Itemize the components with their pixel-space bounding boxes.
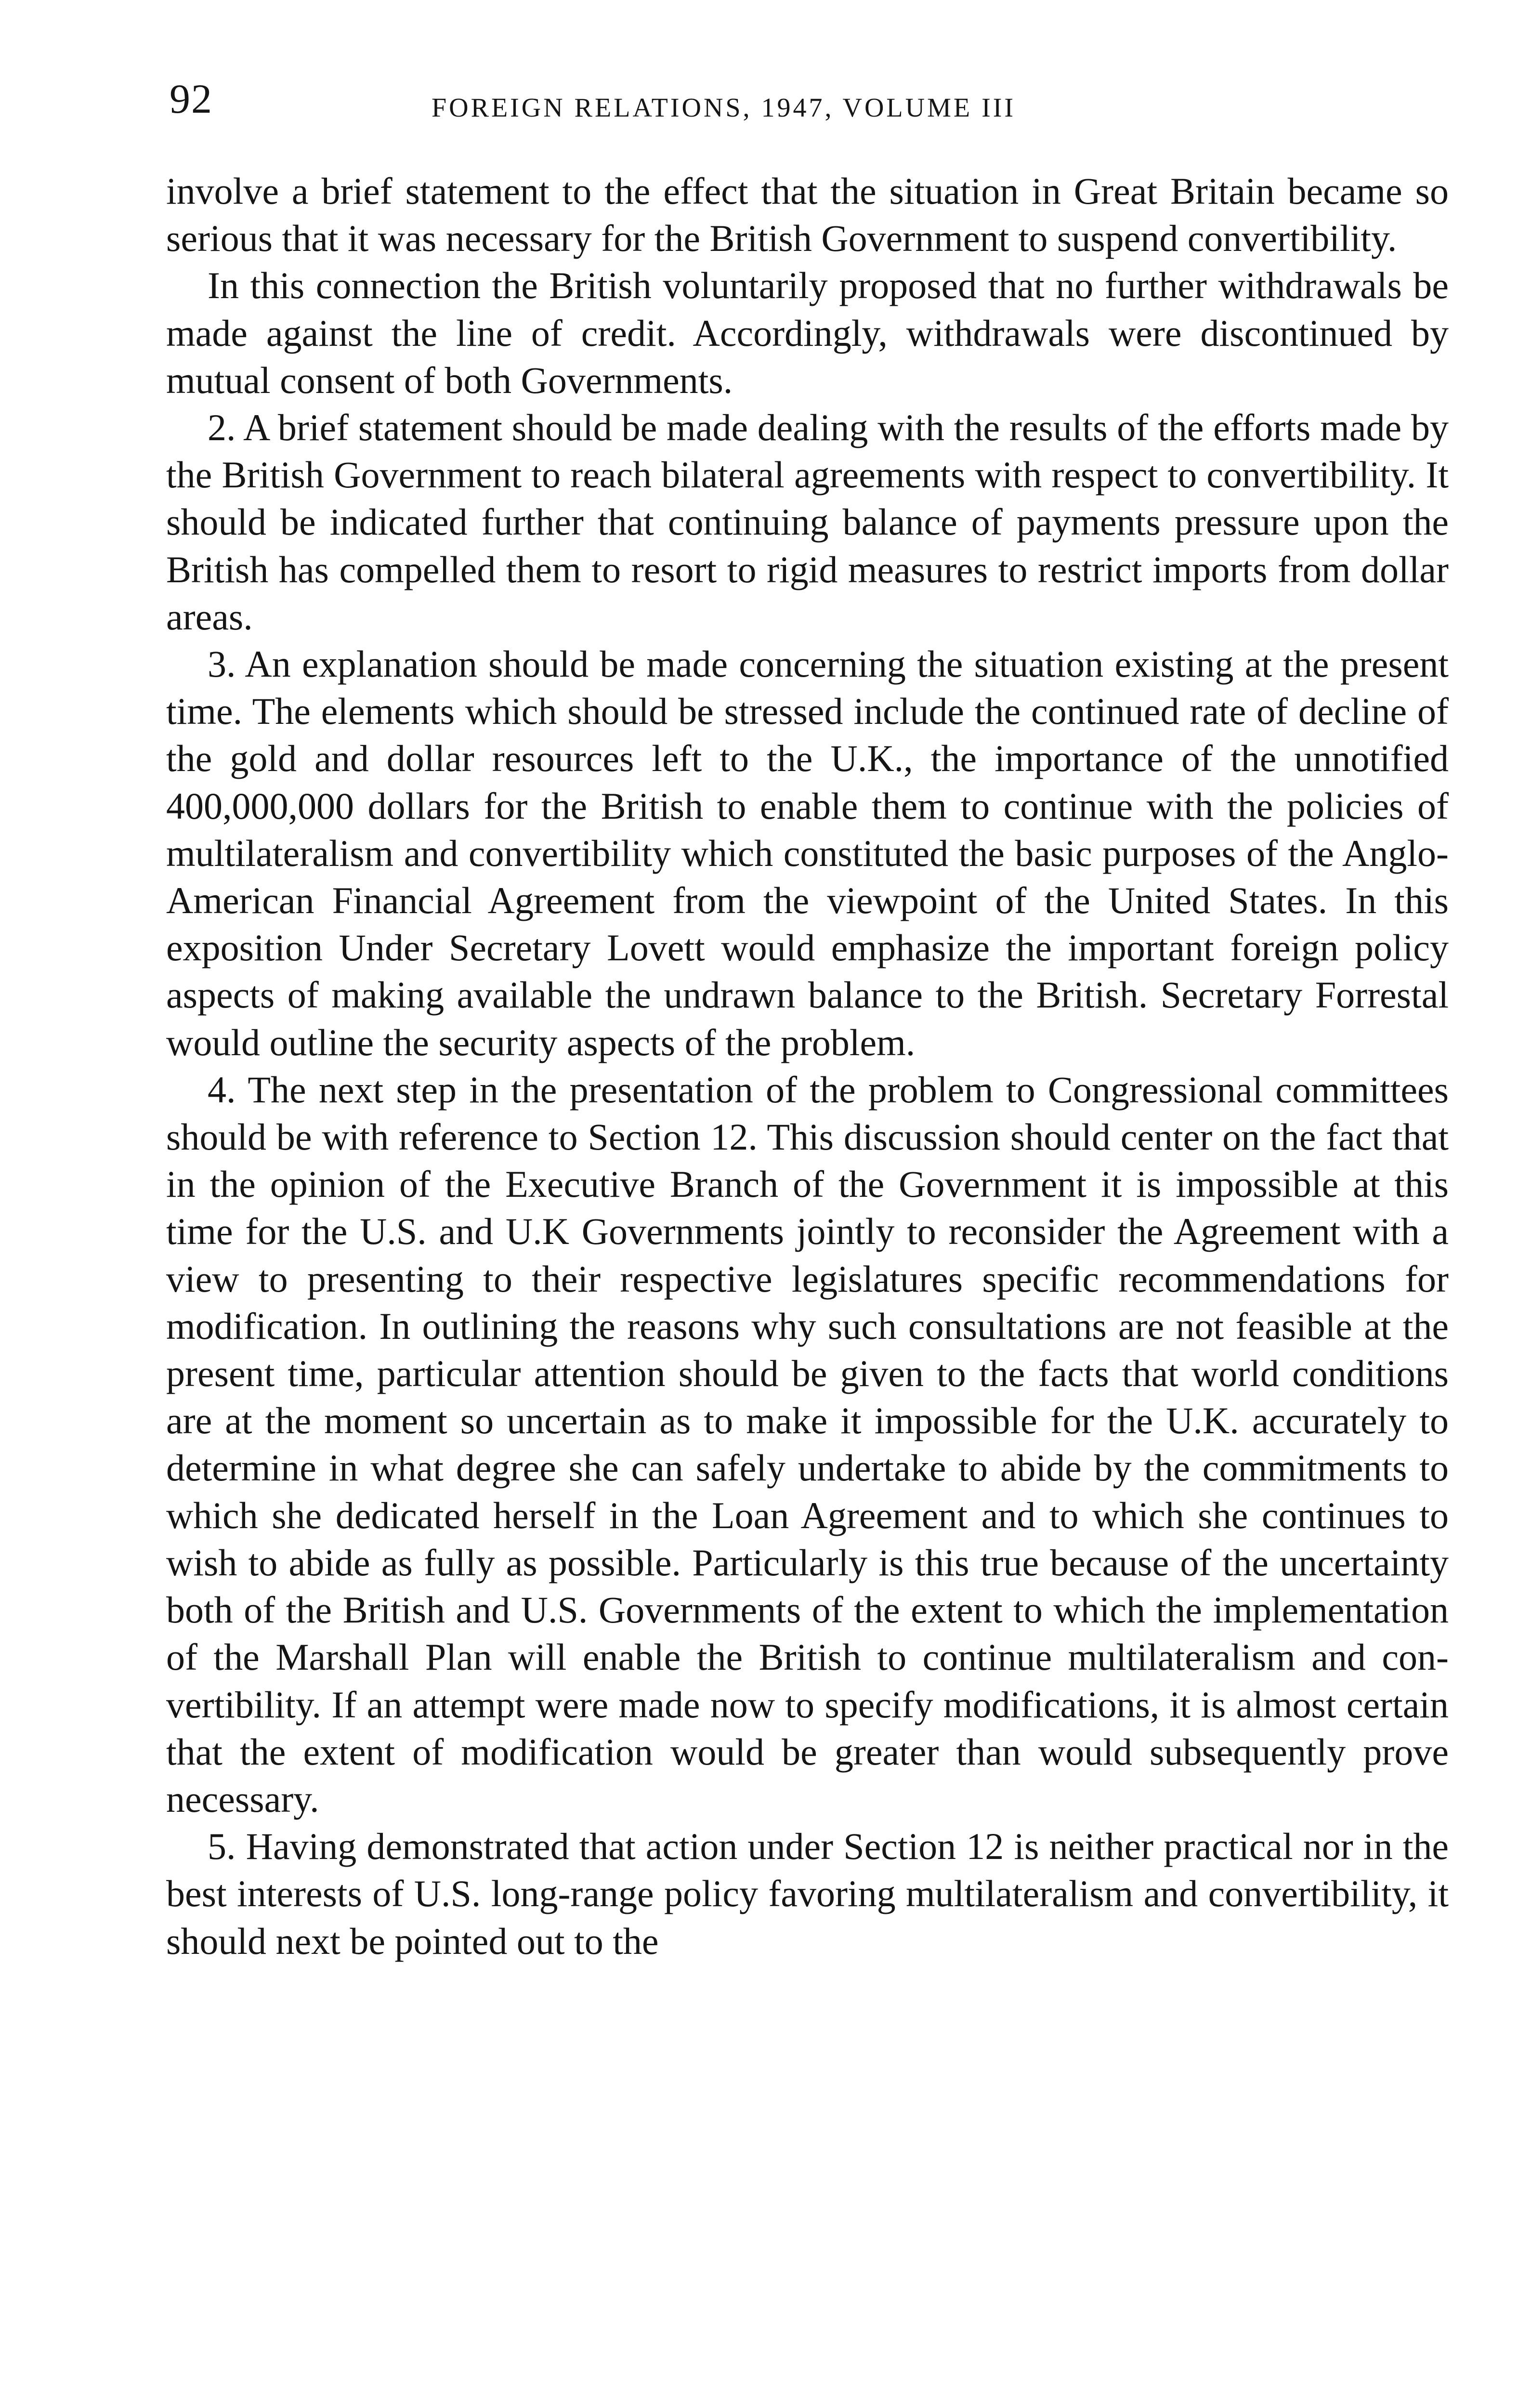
paragraph-item-5: 5. Having demonstrated that action under Section 12 is neither practical nor in the best interests of U.S. long-range policy favoring multilateralism and convertibility, it should next be pointed out to the	[166, 1825, 1449, 1962]
running-header: FOREIGN RELATIONS, 1947, VOLUME III	[432, 93, 1016, 123]
paragraph-item-2: 2. A brief statement should be made dealing with the results of the efforts made by the British Government to reach bilateral agreements with respect to convertibility. It should be indicated further that continuing balance of payments pressure upon the British has compelled them to resort to rigid measures to restrict imports from dollar areas.	[166, 406, 1449, 638]
paragraph-continuation: involve a brief statement to the effect that the situation in Great Britain became so serious that it was necessary for the British Government to suspend convertibility.	[166, 170, 1449, 260]
paragraph-withdrawals: In this connection the British voluntarily proposed that no further withdrawals be made against the line of credit. Accordingly, withdrawals were discontinued by mutual consent of both Governments.	[166, 264, 1449, 401]
body-text	[166, 168, 1449, 1965]
paragraph-item-4: 4. The next step in the presentation of the problem to Congressional committees should be with reference to Section 12. This discussion should center on the fact that in the opinion of the Executive Branch of the Government it is impossible at this time for the U.S. and U.K Governments jointly to reconsider the Agreement with a view to presenting to their respective legislatures specific recommendations for modification. In outlining the reasons why such consultations are not feasible at the present time, particular attention should be given to the facts that world conditions are at the moment so uncertain as to make it impossible for the U.K. accurately to determine in what degree she can safely undertake to abide by the commitments to which she dedicated herself in the Loan Agreement and to which she continues to wish to abide as fully as possible. Particularly is this true because of the uncertainty both of the British and U.S. Governments of the extent to which the implementation of the Marshall Plan will enable the British to continue multilateralism and convertibility. If an attempt were made now to specify modifications, it is almost certain that the extent of modification would be greater than would subsequently prove necessary.	[166, 1068, 1449, 1820]
paragraph-item-3: 3. An explanation should be made concerning the situation existing at the present time. The elements which should be stressed include the continued rate of decline of the gold and dollar resources left to the U.K., the importance of the unnotified 400,000,000 dollars for the British to enable them to continue with the policies of multilateralism and convertibility which constituted the basic purposes of the Anglo-American Financial Agreement from the viewpoint of the United States. In this exposition Under Secretary Lovett would emphasize the important foreign policy aspects of making available the undrawn balance to the British. Secretary Forrestal would outline the security aspects of the problem.	[166, 643, 1449, 1063]
page-number: 92	[170, 76, 213, 122]
